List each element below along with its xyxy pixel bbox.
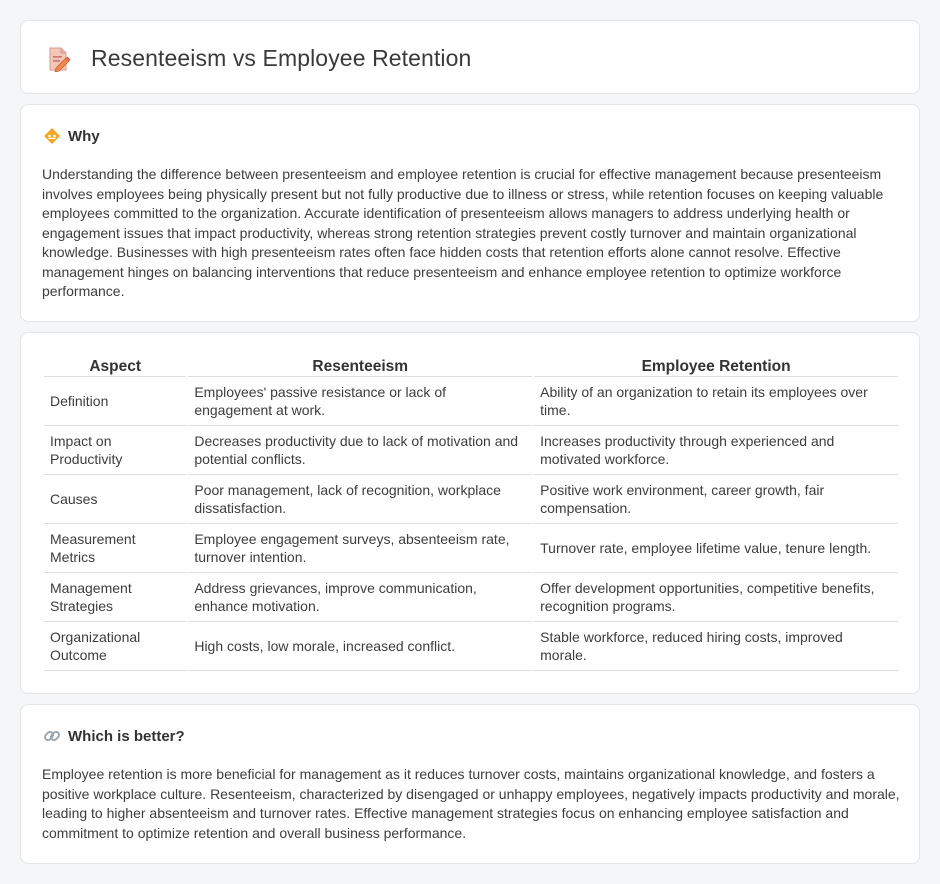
- retention-cell: Positive work environment, career growth, fair compensation.: [534, 475, 898, 524]
- aspect-cell: Causes: [44, 475, 186, 524]
- why-heading: [43, 127, 100, 145]
- document-pen-icon: [47, 46, 71, 72]
- table-row: [44, 622, 898, 671]
- why-text: Understanding the difference between presenteeism and employee retention is crucial for effective management because presenteeism involves employees being physically present but not fully productive due to illness or stress, while retention focuses on keeping valuable employees committed to the organization. Accurate identification of presenteeism allows managers to address underlying health or engagement issues that impact productivity, whereas strong retention strategies prevent costly turnover and maintain organizational knowledge. Businesses with high presenteeism rates often face hidden costs that retention efforts alone cannot resolve. Effective management hinges on balancing interventions that reduce presenteeism and enhance employee retention to optimize workforce performance.: [42, 166, 884, 299]
- better-card: [20, 704, 920, 864]
- comparison-card: [20, 332, 920, 694]
- comparison-table: [42, 353, 900, 671]
- resenteeism-cell: Decreases productivity due to lack of motivation and potential conflicts.: [188, 426, 532, 475]
- aspect-cell: Organizational Outcome: [44, 622, 186, 671]
- title-row: [47, 45, 471, 72]
- header-resenteeism: Resenteeism: [188, 353, 532, 377]
- retention-cell: Turnover rate, employee lifetime value, tenure length.: [534, 524, 898, 573]
- table-row: [44, 475, 898, 524]
- why-card: [20, 104, 920, 322]
- resenteeism-cell: High costs, low morale, increased conflict.: [188, 622, 532, 671]
- better-heading: [43, 727, 185, 745]
- why-title: Why: [68, 127, 100, 145]
- table-row: [44, 377, 898, 426]
- header-employee-retention: Employee Retention: [534, 353, 898, 377]
- resenteeism-cell: Address grievances, improve communication, enhance motivation.: [188, 573, 532, 622]
- retention-cell: Stable workforce, reduced hiring costs, improved morale.: [534, 622, 898, 671]
- header-aspect: Aspect: [44, 353, 186, 377]
- aspect-cell: Management Strategies: [44, 573, 186, 622]
- title-card: [20, 20, 920, 94]
- aspect-cell: Measurement Metrics: [44, 524, 186, 573]
- resenteeism-cell: Employees' passive resistance or lack of engagement at work.: [188, 377, 532, 426]
- retention-cell: Ability of an organization to retain its employees over time.: [534, 377, 898, 426]
- table-header-row: [44, 353, 898, 377]
- table-row: [44, 426, 898, 475]
- page-title: Resenteeism vs Employee Retention: [91, 45, 472, 71]
- link-icon: [43, 727, 61, 745]
- better-title: Which is better?: [68, 727, 185, 745]
- retention-cell: Offer development opportunities, competitive benefits, recognition programs.: [534, 573, 898, 622]
- table-row: [44, 573, 898, 622]
- resenteeism-cell: Employee engagement surveys, absenteeism rate, turnover intention.: [188, 524, 532, 573]
- better-text: Employee retention is more beneficial for management as it reduces turnover costs, maintains organizational knowledge, and fosters a positive workplace culture. Resenteeism, characterized by disengaged or unhappy employees, negatively impacts productivity and morale, leading to higher absenteeism and turnover rates. Effective management strategies focus on enhancing employee satisfaction and commitment to optimize retention and overall business performance.: [42, 766, 900, 841]
- lightbulb-icon: [43, 127, 61, 145]
- aspect-cell: Impact on Productivity: [44, 426, 186, 475]
- retention-cell: Increases productivity through experienced and motivated workforce.: [534, 426, 898, 475]
- aspect-cell: Definition: [44, 377, 186, 426]
- resenteeism-cell: Poor management, lack of recognition, workplace dissatisfaction.: [188, 475, 532, 524]
- table-row: [44, 524, 898, 573]
